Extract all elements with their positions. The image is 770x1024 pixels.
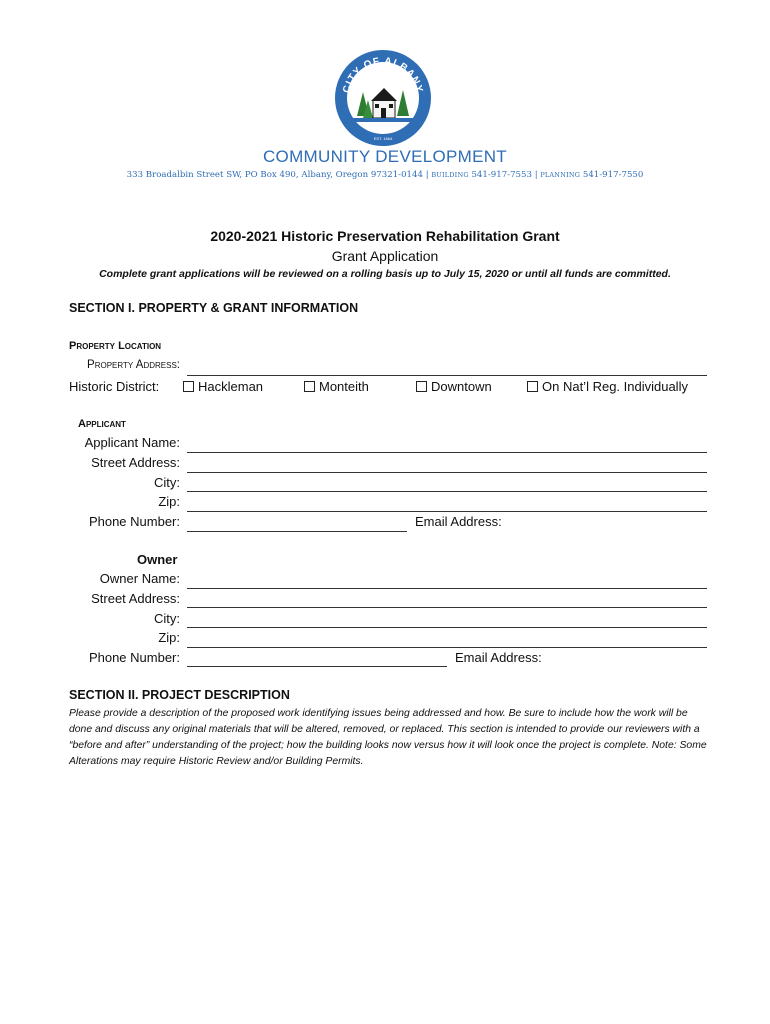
applicant-phone-label: Phone Number: — [88, 514, 180, 529]
property-location-heading: Property Location — [69, 340, 162, 352]
district-option-label: Downtown — [431, 379, 492, 394]
owner-city-label: City: — [154, 611, 180, 626]
owner-email-label: Email Address: — [455, 650, 542, 665]
document-title: 2020-2021 Historic Preservation Rehabilitation Grant — [210, 228, 560, 244]
checkbox-icon[interactable] — [183, 381, 194, 392]
property-address-field[interactable] — [187, 375, 707, 376]
separator: | — [534, 170, 538, 180]
applicant-name-label: Applicant Name: — [84, 435, 180, 450]
seal-text-est: EST. 1864 — [373, 136, 393, 141]
project-description-instructions: Please provide a description of the proposed work identifying issues being addressed and how. Be sure to include how the work will be done and discuss any original materials that will be altered, removed, or replaced. This section is intended to provide our reviewers with a “before and after” understanding of the project; how the building looks now versus how it will look once the project is complete. Note: Some Alterations may require Historic Review and/or Building Permits. — [69, 708, 707, 767]
building-label: BUILDING — [431, 171, 469, 179]
applicant-city-field[interactable] — [187, 491, 707, 492]
owner-name-label: Owner Name: — [99, 571, 180, 586]
applicant-name-field[interactable] — [187, 452, 707, 453]
applicant-phone-field[interactable] — [187, 531, 407, 532]
planning-label: PLANNING — [540, 171, 581, 179]
checkbox-icon[interactable] — [304, 381, 315, 392]
section-1-heading: SECTION I. PROPERTY & GRANT INFORMATION — [69, 301, 359, 315]
owner-zip-field[interactable] — [187, 647, 707, 648]
building-phone: 541-917-7553 — [471, 170, 532, 180]
seal-text-bottom: OREGON — [366, 127, 400, 133]
applicant-zip-field[interactable] — [187, 511, 707, 512]
applicant-email-label: Email Address: — [415, 514, 502, 529]
owner-zip-label: Zip: — [158, 630, 180, 645]
city-of-albany-seal — [333, 48, 433, 148]
district-option-downtown[interactable] — [416, 379, 492, 394]
applicant-zip-label: Zip: — [158, 494, 180, 509]
planning-phone: 541-917-7550 — [582, 170, 644, 180]
property-address-label: Property Address: — [87, 359, 180, 371]
owner-street-field[interactable] — [187, 607, 707, 608]
owner-phone-field[interactable] — [187, 666, 447, 667]
owner-phone-label: Phone Number: — [88, 650, 180, 665]
applicant-heading: Applicant — [78, 418, 126, 430]
document-subtitle: Grant Application — [331, 248, 439, 264]
owner-street-label: Street Address: — [91, 591, 180, 606]
applicant-city-label: City: — [154, 475, 180, 490]
review-notice: Complete grant applications will be reviewed on a rolling basis up to July 15, 2020 or until all funds are committed. — [99, 268, 671, 280]
historic-district-label: Historic District: — [69, 379, 160, 394]
district-option-label: Monteith — [319, 379, 369, 394]
separator: | — [425, 170, 429, 180]
office-address: 333 Broadalbin Street SW, PO Box 490, Albany, Oregon 97321-0144 — [126, 170, 423, 180]
checkbox-icon[interactable] — [416, 381, 427, 392]
seal-text-top: CITY OF ALBANY — [341, 55, 425, 95]
section-2-heading: SECTION II. PROJECT DESCRIPTION — [69, 688, 290, 702]
owner-city-field[interactable] — [187, 627, 707, 628]
district-option-hackleman[interactable] — [183, 379, 263, 394]
applicant-street-field[interactable] — [187, 472, 707, 473]
owner-heading: Owner — [137, 552, 178, 567]
district-option-label: Hackleman — [198, 379, 264, 394]
district-option-monteith[interactable] — [304, 379, 369, 394]
owner-name-field[interactable] — [187, 588, 707, 589]
applicant-street-label: Street Address: — [91, 455, 180, 470]
district-option-label: On Nat’l Reg. Individually — [542, 379, 688, 394]
district-option-national-register[interactable] — [527, 379, 688, 394]
contact-line — [0, 170, 770, 180]
department-name: COMMUNITY DEVELOPMENT — [262, 147, 507, 166]
checkbox-icon[interactable] — [527, 381, 538, 392]
